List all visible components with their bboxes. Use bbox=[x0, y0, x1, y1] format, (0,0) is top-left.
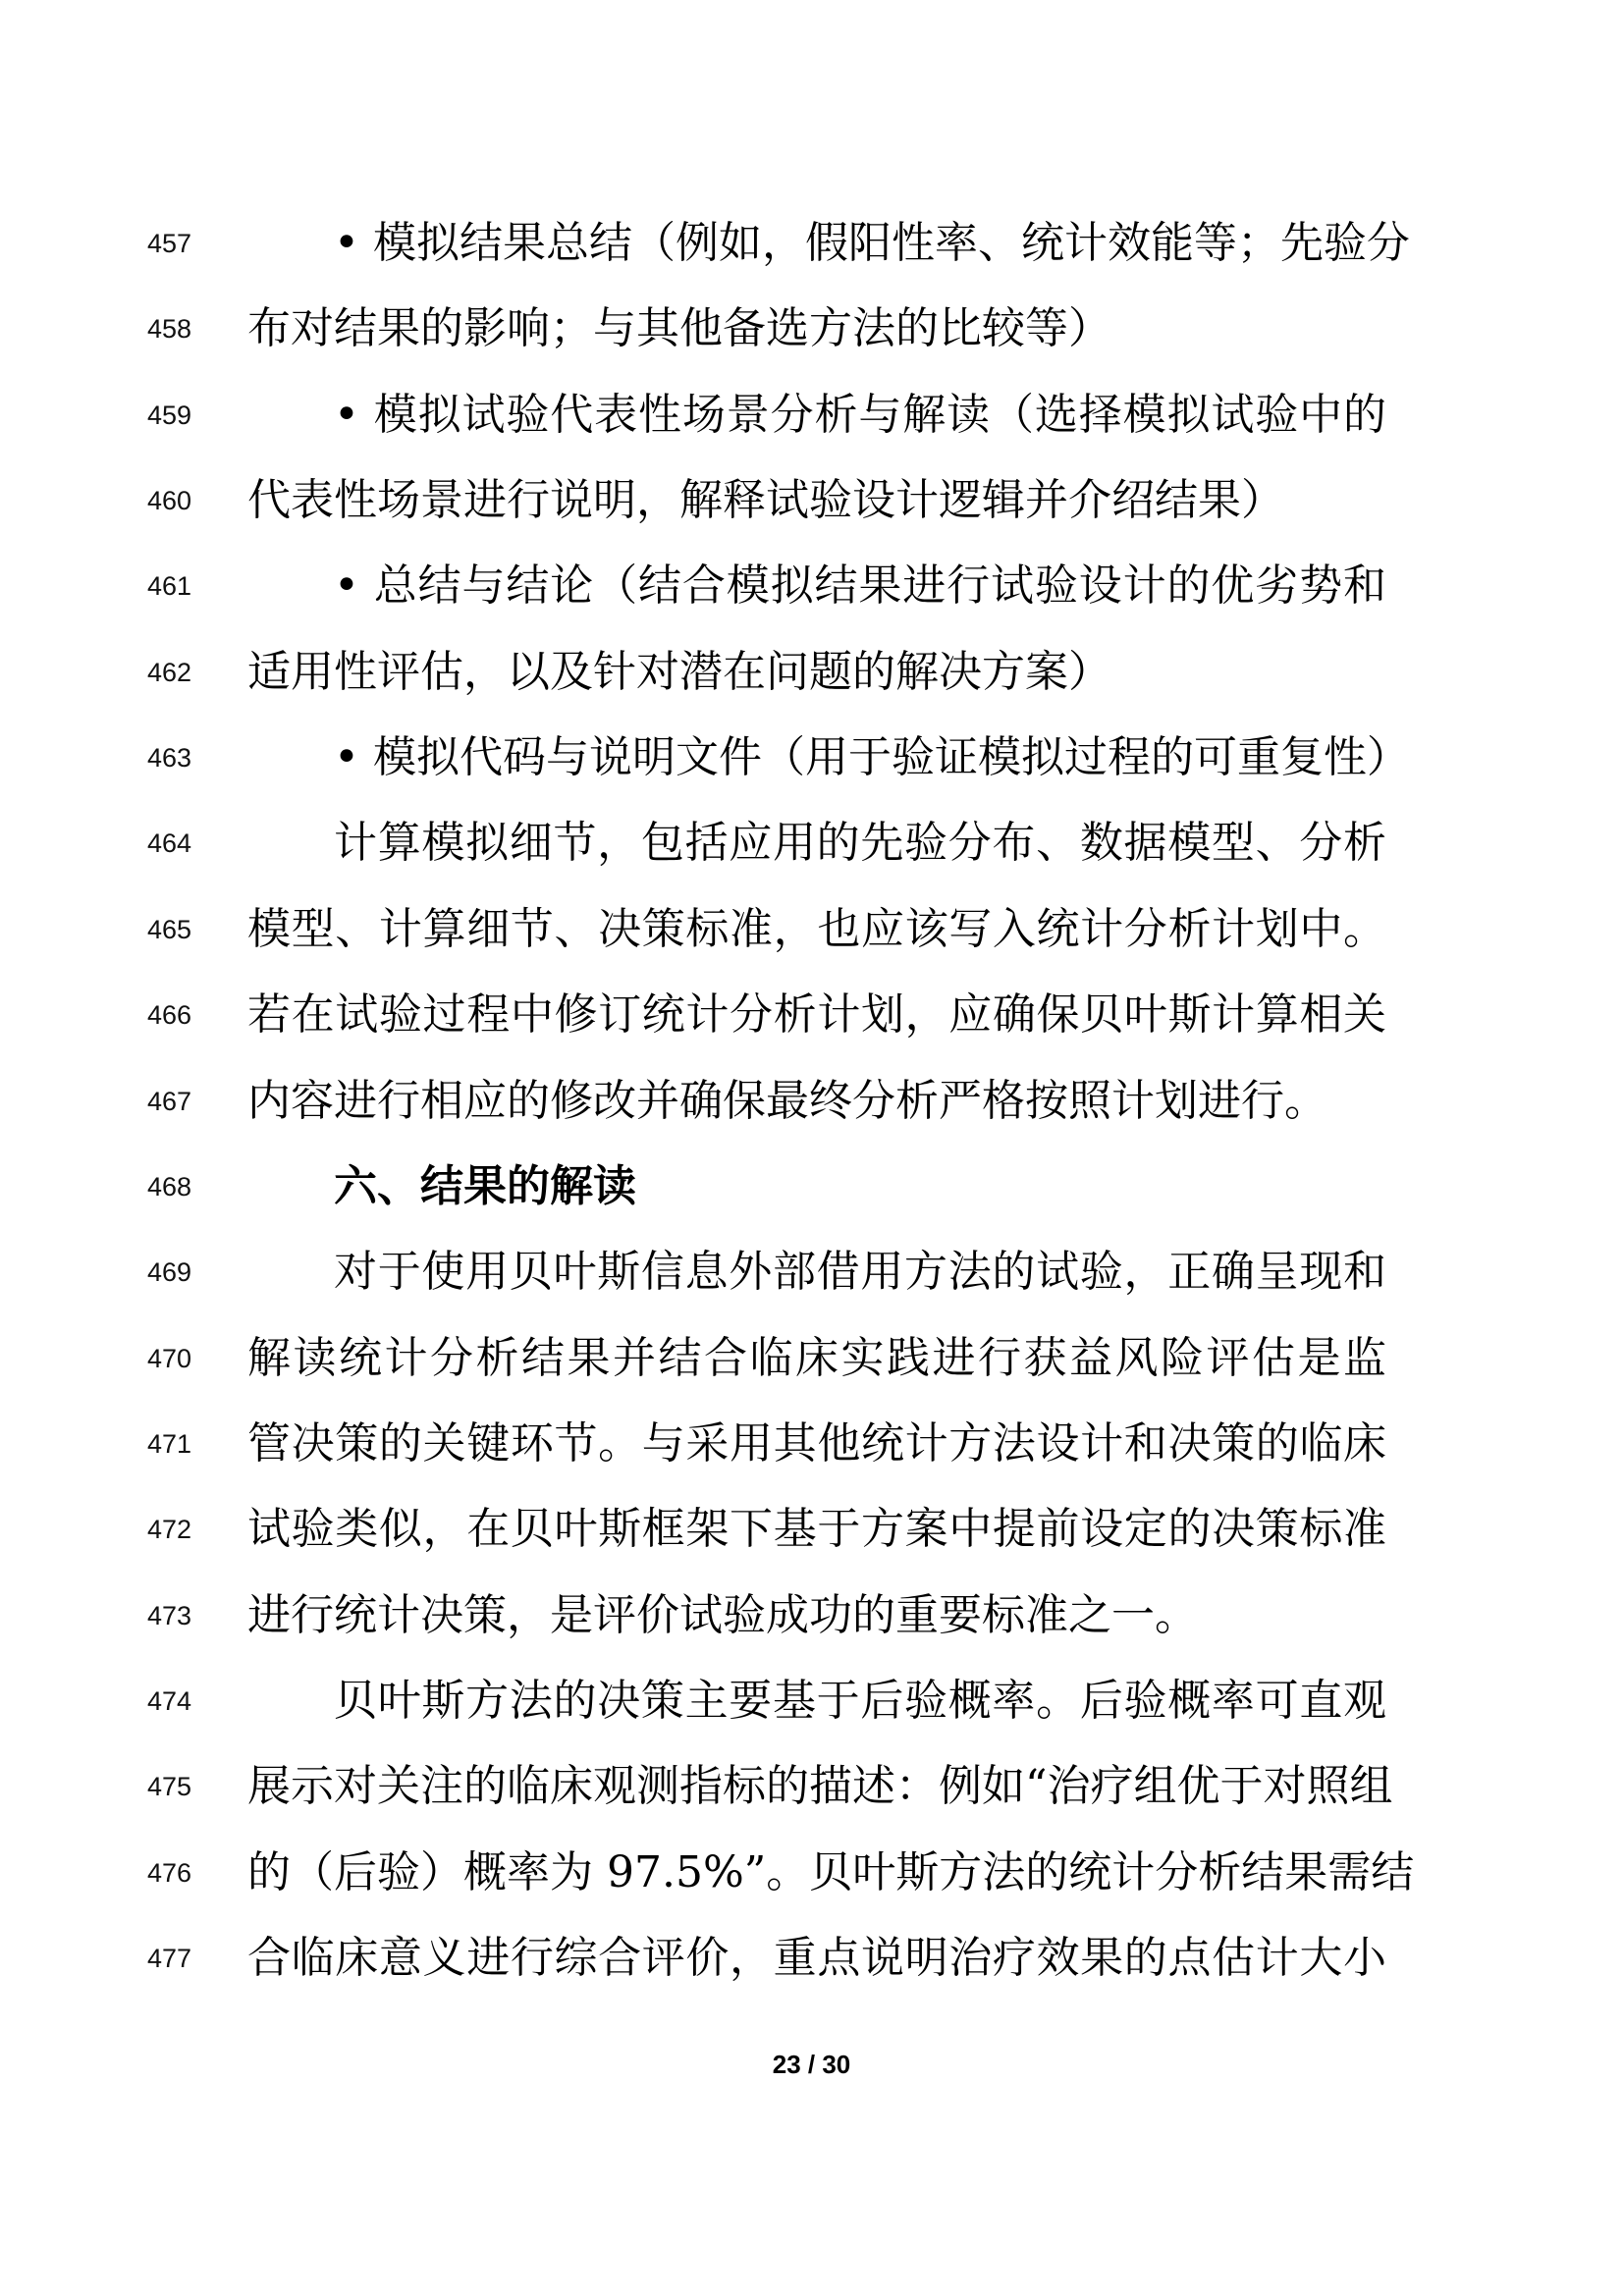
line-text: • 模拟代码与说明文件（用于验证模拟过程的可重复性） bbox=[334, 732, 1410, 783]
line-text: • 总结与结论（结合模拟结果进行试验设计的优劣势和 bbox=[334, 561, 1386, 612]
line-text: 进行统计决策，是评价试验成功的重要标准之一。 bbox=[247, 1589, 1198, 1640]
line-text: 布对结果的影响；与其他备选方法的比较等） bbox=[247, 303, 1111, 354]
text-line bbox=[0, 800, 1623, 886]
line-text: 展示对关注的临床观测指标的描述：例如“治疗组优于对照组 bbox=[247, 1761, 1393, 1812]
line-number: 462 bbox=[147, 657, 192, 687]
text-line bbox=[0, 1743, 1623, 1830]
text-line bbox=[0, 286, 1623, 372]
text-line bbox=[0, 1144, 1623, 1230]
text-line bbox=[0, 457, 1623, 544]
line-text: 计算模拟细节，包括应用的先验分布、数据模型、分析 bbox=[334, 818, 1386, 869]
text-line bbox=[0, 886, 1623, 973]
text-line bbox=[0, 1315, 1623, 1402]
line-number: 470 bbox=[147, 1343, 192, 1373]
text-line bbox=[0, 1229, 1623, 1315]
text-line bbox=[0, 1573, 1623, 1659]
line-number: 465 bbox=[147, 914, 192, 944]
line-number: 477 bbox=[147, 1944, 192, 1973]
text-line bbox=[0, 200, 1623, 287]
text-line bbox=[0, 1658, 1623, 1744]
line-number: 471 bbox=[147, 1428, 192, 1459]
line-text: 管决策的关键环节。与采用其他统计方法设计和决策的临床 bbox=[247, 1417, 1386, 1468]
line-number: 466 bbox=[147, 1000, 192, 1031]
line-text: 贝叶斯方法的决策主要基于后验概率。后验概率可直观 bbox=[334, 1675, 1386, 1726]
text-line bbox=[0, 1486, 1623, 1573]
text-line bbox=[0, 1830, 1623, 1916]
line-text: 合临床意义进行综合评价，重点说明治疗效果的点估计大小 bbox=[247, 1933, 1386, 1983]
line-number: 474 bbox=[147, 1685, 192, 1716]
line-text: 对于使用贝叶斯信息外部借用方法的试验，正确呈现和 bbox=[334, 1247, 1386, 1298]
text-line bbox=[0, 372, 1623, 458]
line-number: 473 bbox=[147, 1600, 192, 1630]
text-line bbox=[0, 1058, 1623, 1145]
line-text: 试验类似，在贝叶斯框架下基于方案中提前设定的决策标准 bbox=[247, 1504, 1386, 1555]
line-number: 469 bbox=[147, 1257, 192, 1288]
line-text: 模型、计算细节、决策标准，也应该写入统计分析计划中。 bbox=[247, 903, 1386, 954]
line-number: 460 bbox=[147, 486, 192, 516]
line-number: 475 bbox=[147, 1772, 192, 1802]
line-number: 463 bbox=[147, 743, 192, 774]
section-heading: 六、结果的解读 bbox=[334, 1160, 636, 1211]
text-line bbox=[0, 972, 1623, 1058]
line-number: 468 bbox=[147, 1171, 192, 1201]
line-number: 467 bbox=[147, 1086, 192, 1116]
text-line bbox=[0, 1401, 1623, 1487]
line-text: 解读统计分析结果并结合临床实践进行获益风险评估是监 bbox=[247, 1332, 1386, 1383]
line-number: 464 bbox=[147, 828, 192, 859]
line-text: • 模拟试验代表性场景分析与解读（选择模拟试验中的 bbox=[334, 389, 1386, 440]
text-line bbox=[0, 1915, 1623, 2002]
line-number: 472 bbox=[147, 1515, 192, 1545]
line-number: 461 bbox=[147, 571, 192, 602]
text-line bbox=[0, 629, 1623, 716]
line-number: 458 bbox=[147, 314, 192, 345]
line-number: 459 bbox=[147, 400, 192, 430]
line-text: 的（后验）概率为 97.5%”。贝叶斯方法的统计分析结果需结 bbox=[247, 1846, 1415, 1897]
line-text: 内容进行相应的修改并确保最终分析严格按照计划进行。 bbox=[247, 1075, 1327, 1126]
line-text: • 模拟结果总结（例如，假阳性率、统计效能等；先验分 bbox=[334, 218, 1410, 268]
line-text: 若在试验过程中修订统计分析计划，应确保贝叶斯计算相关 bbox=[247, 989, 1386, 1041]
line-text: 适用性评估，以及针对潜在问题的解决方案） bbox=[247, 646, 1111, 697]
page-number: 23 / 30 bbox=[772, 2050, 851, 2079]
text-line bbox=[0, 715, 1623, 801]
line-number: 457 bbox=[147, 229, 192, 258]
text-line bbox=[0, 543, 1623, 629]
line-number: 476 bbox=[147, 1857, 192, 1888]
line-text: 代表性场景进行说明，解释试验设计逻辑并介绍结果） bbox=[247, 475, 1284, 526]
